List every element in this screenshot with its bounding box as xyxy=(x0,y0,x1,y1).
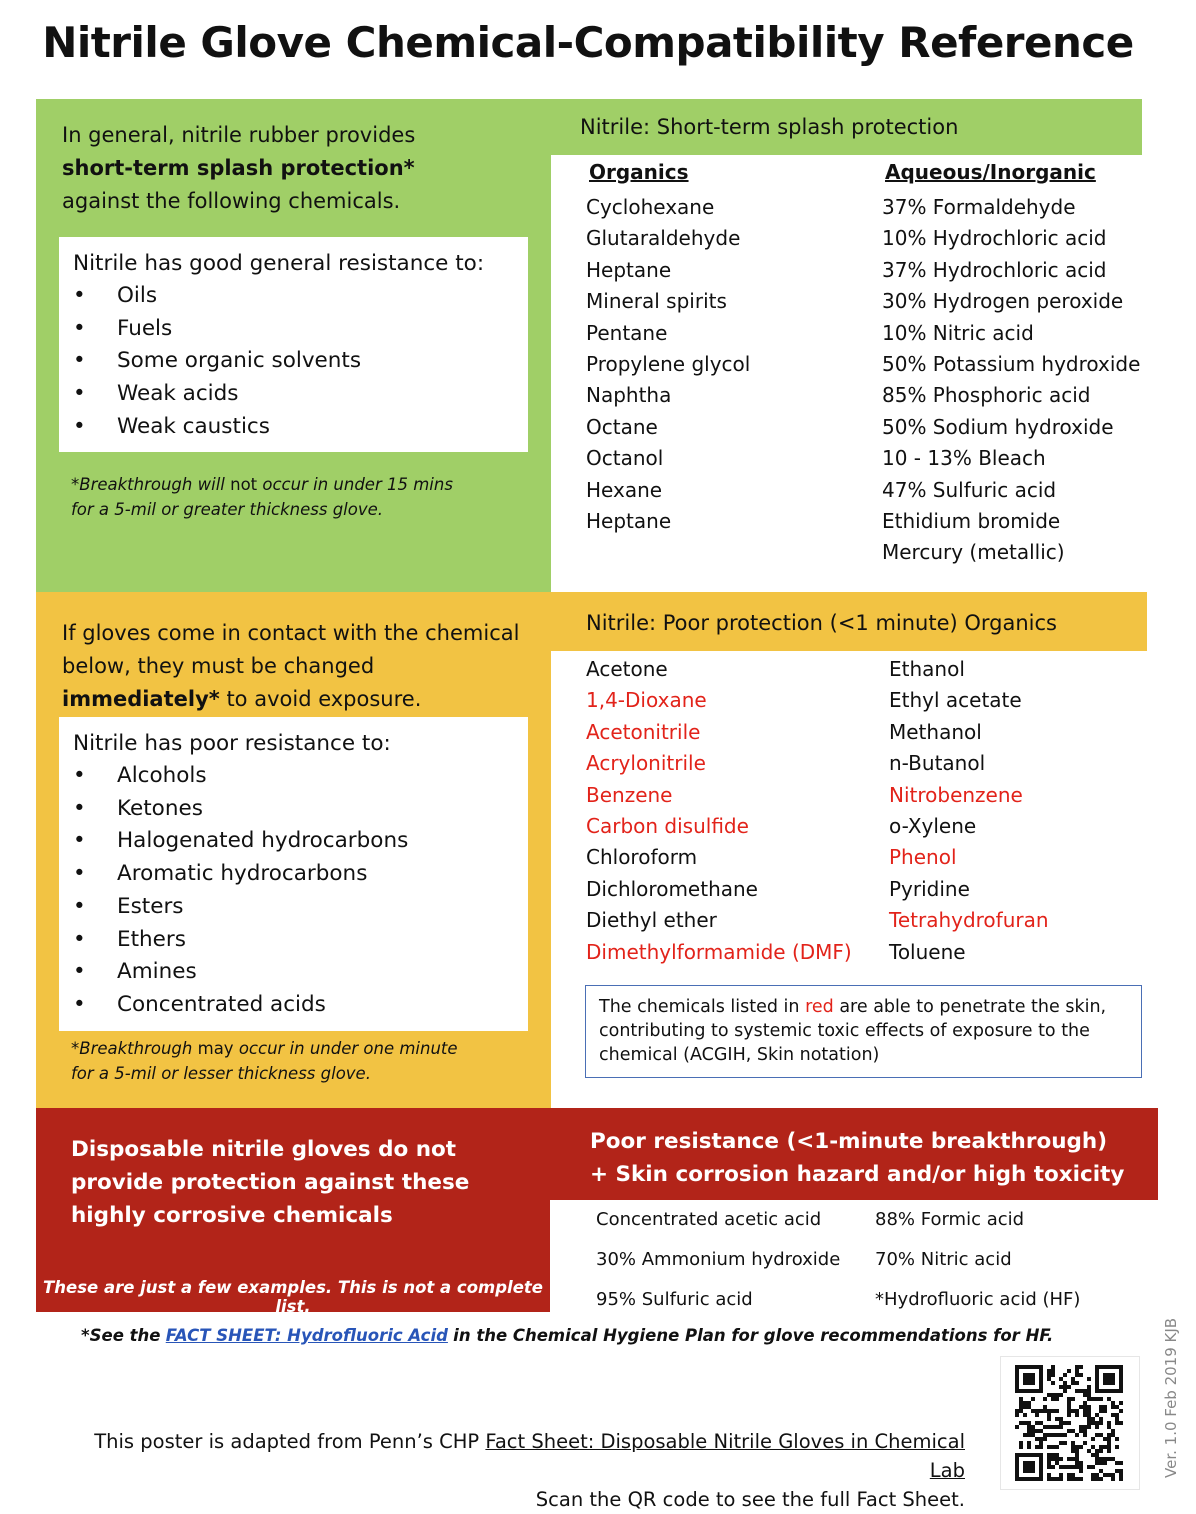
aqueous-list xyxy=(882,192,1140,569)
corrosive-column-2 xyxy=(875,1200,1080,1320)
poor-intro-post: to avoid exposure. xyxy=(226,687,422,711)
list-item: Octanol xyxy=(586,446,664,471)
poor-resistance-heading: Nitrile has poor resistance to: xyxy=(73,731,391,756)
list-item: Propylene glycol xyxy=(586,352,751,377)
corrosive-disclaimer: These are just a few examples. This is not a complete list. xyxy=(43,1278,543,1316)
list-item: • Amines xyxy=(73,956,514,989)
list-item: Concentrated acetic acid xyxy=(596,1209,822,1230)
good-resistance-heading: Nitrile has good general resistance to: xyxy=(73,251,485,276)
list-item: 95% Sulfuric acid xyxy=(596,1289,753,1310)
list-item: 50% Potassium hydroxide xyxy=(882,352,1141,377)
list-item: Methanol xyxy=(889,719,982,744)
corrosive-header xyxy=(590,1125,1124,1191)
page-title: Nitrile Glove Chemical-Compatibility Reference xyxy=(42,18,1134,67)
list-item: Heptane xyxy=(586,509,672,534)
splash-intro xyxy=(62,119,542,218)
list-item: Cyclohexane xyxy=(586,195,715,219)
note-text: are able to penetrate the skin, contributing to systemic toxic effects of exposure to the chemical (ACGIH, Skin notation) xyxy=(599,997,1107,1065)
splash-footnote xyxy=(71,472,541,522)
list-item: Diethyl ether xyxy=(586,908,717,933)
list-item: 37% Hydrochloric acid xyxy=(882,257,1107,282)
list-item: • Oils xyxy=(73,280,514,313)
list-item: Pentane xyxy=(586,320,668,345)
hf-fact-sheet-link[interactable]: FACT SHEET: Hydrofluoric Acid xyxy=(165,1326,448,1345)
list-item: 37% Formaldehyde xyxy=(882,195,1076,219)
splash-intro-pre: In general, nitrile rubber provides xyxy=(62,123,416,147)
list-item: Chloroform xyxy=(586,845,698,870)
list-item: Hexane xyxy=(586,477,663,502)
list-item: • Ethers xyxy=(73,924,514,957)
list-item: • Some organic solvents xyxy=(73,345,514,378)
aqueous-header: Aqueous/Inorganic xyxy=(885,160,1096,184)
list-item: • Ketones xyxy=(73,793,514,826)
list-item: Pyridine xyxy=(889,876,970,901)
footnote-emphasis: not xyxy=(230,475,258,494)
list-item: Mercury (metallic) xyxy=(882,540,1065,565)
footnote-text: *Breakthrough xyxy=(71,1039,193,1058)
list-item: • Esters xyxy=(73,891,514,924)
hf-note-text: *See the xyxy=(81,1326,161,1345)
hf-note-text: in the Chemical Hygiene Plan for glove recommendations for HF. xyxy=(453,1326,1054,1345)
corrosive-intro: Disposable nitrile gloves do not provide protection against these highly corrosive chemicals xyxy=(71,1137,470,1228)
list-item: • Concentrated acids xyxy=(73,989,514,1022)
poor-resistance-list xyxy=(73,760,514,1022)
footnote-text: for a 5-mil or lesser thickness glove. xyxy=(71,1064,371,1083)
list-item: Ethyl acetate xyxy=(889,688,1022,713)
list-item: Ethanol xyxy=(889,657,965,681)
poor-resistance-box xyxy=(59,717,528,1031)
corrosive-header-line1: Poor resistance (<1-minute breakthrough) xyxy=(590,1129,1108,1154)
footnote-text: for a 5-mil or greater thickness glove. xyxy=(71,500,384,519)
footnote-emphasis: may xyxy=(197,1039,234,1058)
hf-note xyxy=(81,1326,1053,1345)
poor-footnote xyxy=(71,1036,541,1086)
poor-header: Nitrile: Poor protection (<1 minute) Organics xyxy=(586,611,1058,635)
list-item: Acetone xyxy=(586,657,668,681)
list-item: 88% Formic acid xyxy=(875,1209,1025,1230)
list-item: • Aromatic hydrocarbons xyxy=(73,858,514,891)
version-label: Ver. 1.0 Feb 2019 KJB xyxy=(1162,1317,1180,1478)
good-resistance-list xyxy=(73,280,514,444)
footnote-text: *Breakthrough will xyxy=(71,475,225,494)
list-item: • Weak caustics xyxy=(73,411,514,444)
good-resistance-box xyxy=(59,237,528,452)
credit-text: Scan the QR code to see the full Fact Sheet. xyxy=(535,1488,965,1511)
list-item: • Halogenated hydrocarbons xyxy=(73,825,514,858)
splash-intro-post: against the following chemicals. xyxy=(62,189,401,213)
list-item: o-Xylene xyxy=(889,814,977,839)
list-item: Naphtha xyxy=(586,383,672,408)
list-item: 47% Sulfuric acid xyxy=(882,477,1057,502)
fact-sheet-link[interactable]: Fact Sheet: Disposable Nitrile Gloves in Chemical Lab xyxy=(485,1430,965,1482)
poor-column-2 xyxy=(889,654,1049,968)
list-item: Toluene xyxy=(889,939,966,964)
organics-list xyxy=(586,192,750,537)
list-item: • Weak acids xyxy=(73,378,514,411)
list-item: • Fuels xyxy=(73,313,514,346)
list-item: 10% Nitric acid xyxy=(882,320,1034,345)
list-item: 70% Nitric acid xyxy=(875,1249,1012,1270)
list-item: Heptane xyxy=(586,257,672,282)
list-item: Dichloromethane xyxy=(586,876,758,901)
poor-intro xyxy=(62,617,522,716)
corrosive-column-1 xyxy=(596,1200,840,1320)
list-item: n-Butanol xyxy=(889,751,986,776)
list-item: Dimethylformamide (DMF) xyxy=(586,939,852,964)
poor-list-2 xyxy=(889,654,1049,968)
note-text: The chemicals listed in xyxy=(599,997,800,1017)
poor-list-1 xyxy=(586,654,852,968)
list-item: 50% Sodium hydroxide xyxy=(882,414,1114,439)
list-item: 1,4-Dioxane xyxy=(586,688,707,713)
poor-intro-pre: If gloves come in contact with the chemical below, they must be changed xyxy=(62,621,520,678)
list-item: Glutaraldehyde xyxy=(586,226,741,251)
footnote-text: occur in under one minute xyxy=(238,1039,458,1058)
poor-intro-bold: immediately* xyxy=(62,687,220,711)
corrosive-header-line2: + Skin corrosion hazard and/or high toxicity xyxy=(590,1162,1125,1187)
splash-header: Nitrile: Short-term splash protection xyxy=(580,115,959,139)
list-item: 10 - 13% Bleach xyxy=(882,446,1046,471)
poor-column-1 xyxy=(586,654,852,968)
list-item: Phenol xyxy=(889,845,957,870)
credit-text: This poster is adapted from Penn’s CHP xyxy=(94,1430,480,1453)
note-red-word: red xyxy=(805,997,834,1017)
footnote-text: occur in under 15 mins xyxy=(262,475,453,494)
list-item: Ethidium bromide xyxy=(882,509,1061,534)
skin-notation-note xyxy=(585,985,1142,1078)
list-item: Tetrahydrofuran xyxy=(889,908,1049,933)
list-item: • Alcohols xyxy=(73,760,514,793)
list-item: Carbon disulfide xyxy=(586,814,749,839)
qr-code-icon xyxy=(1015,1365,1123,1481)
organics-column xyxy=(586,160,750,537)
qr-code[interactable] xyxy=(1000,1356,1140,1490)
list-item: 30% Hydrogen peroxide xyxy=(882,289,1124,314)
list-item: 85% Phosphoric acid xyxy=(882,383,1091,408)
splash-intro-bold: short-term splash protection* xyxy=(62,156,415,180)
list-item: Benzene xyxy=(586,782,673,807)
list-item: Octane xyxy=(586,414,658,439)
list-item: 10% Hydrochloric acid xyxy=(882,226,1107,251)
list-item: Acetonitrile xyxy=(586,719,701,744)
credit xyxy=(60,1427,965,1514)
list-item: 30% Ammonium hydroxide xyxy=(596,1249,841,1270)
list-item: Mineral spirits xyxy=(586,289,727,314)
list-item: *Hydrofluoric acid (HF) xyxy=(875,1289,1081,1310)
list-item: Acrylonitrile xyxy=(586,751,706,776)
list-item: Nitrobenzene xyxy=(889,782,1023,807)
aqueous-column xyxy=(882,160,1140,569)
organics-header: Organics xyxy=(589,160,689,184)
